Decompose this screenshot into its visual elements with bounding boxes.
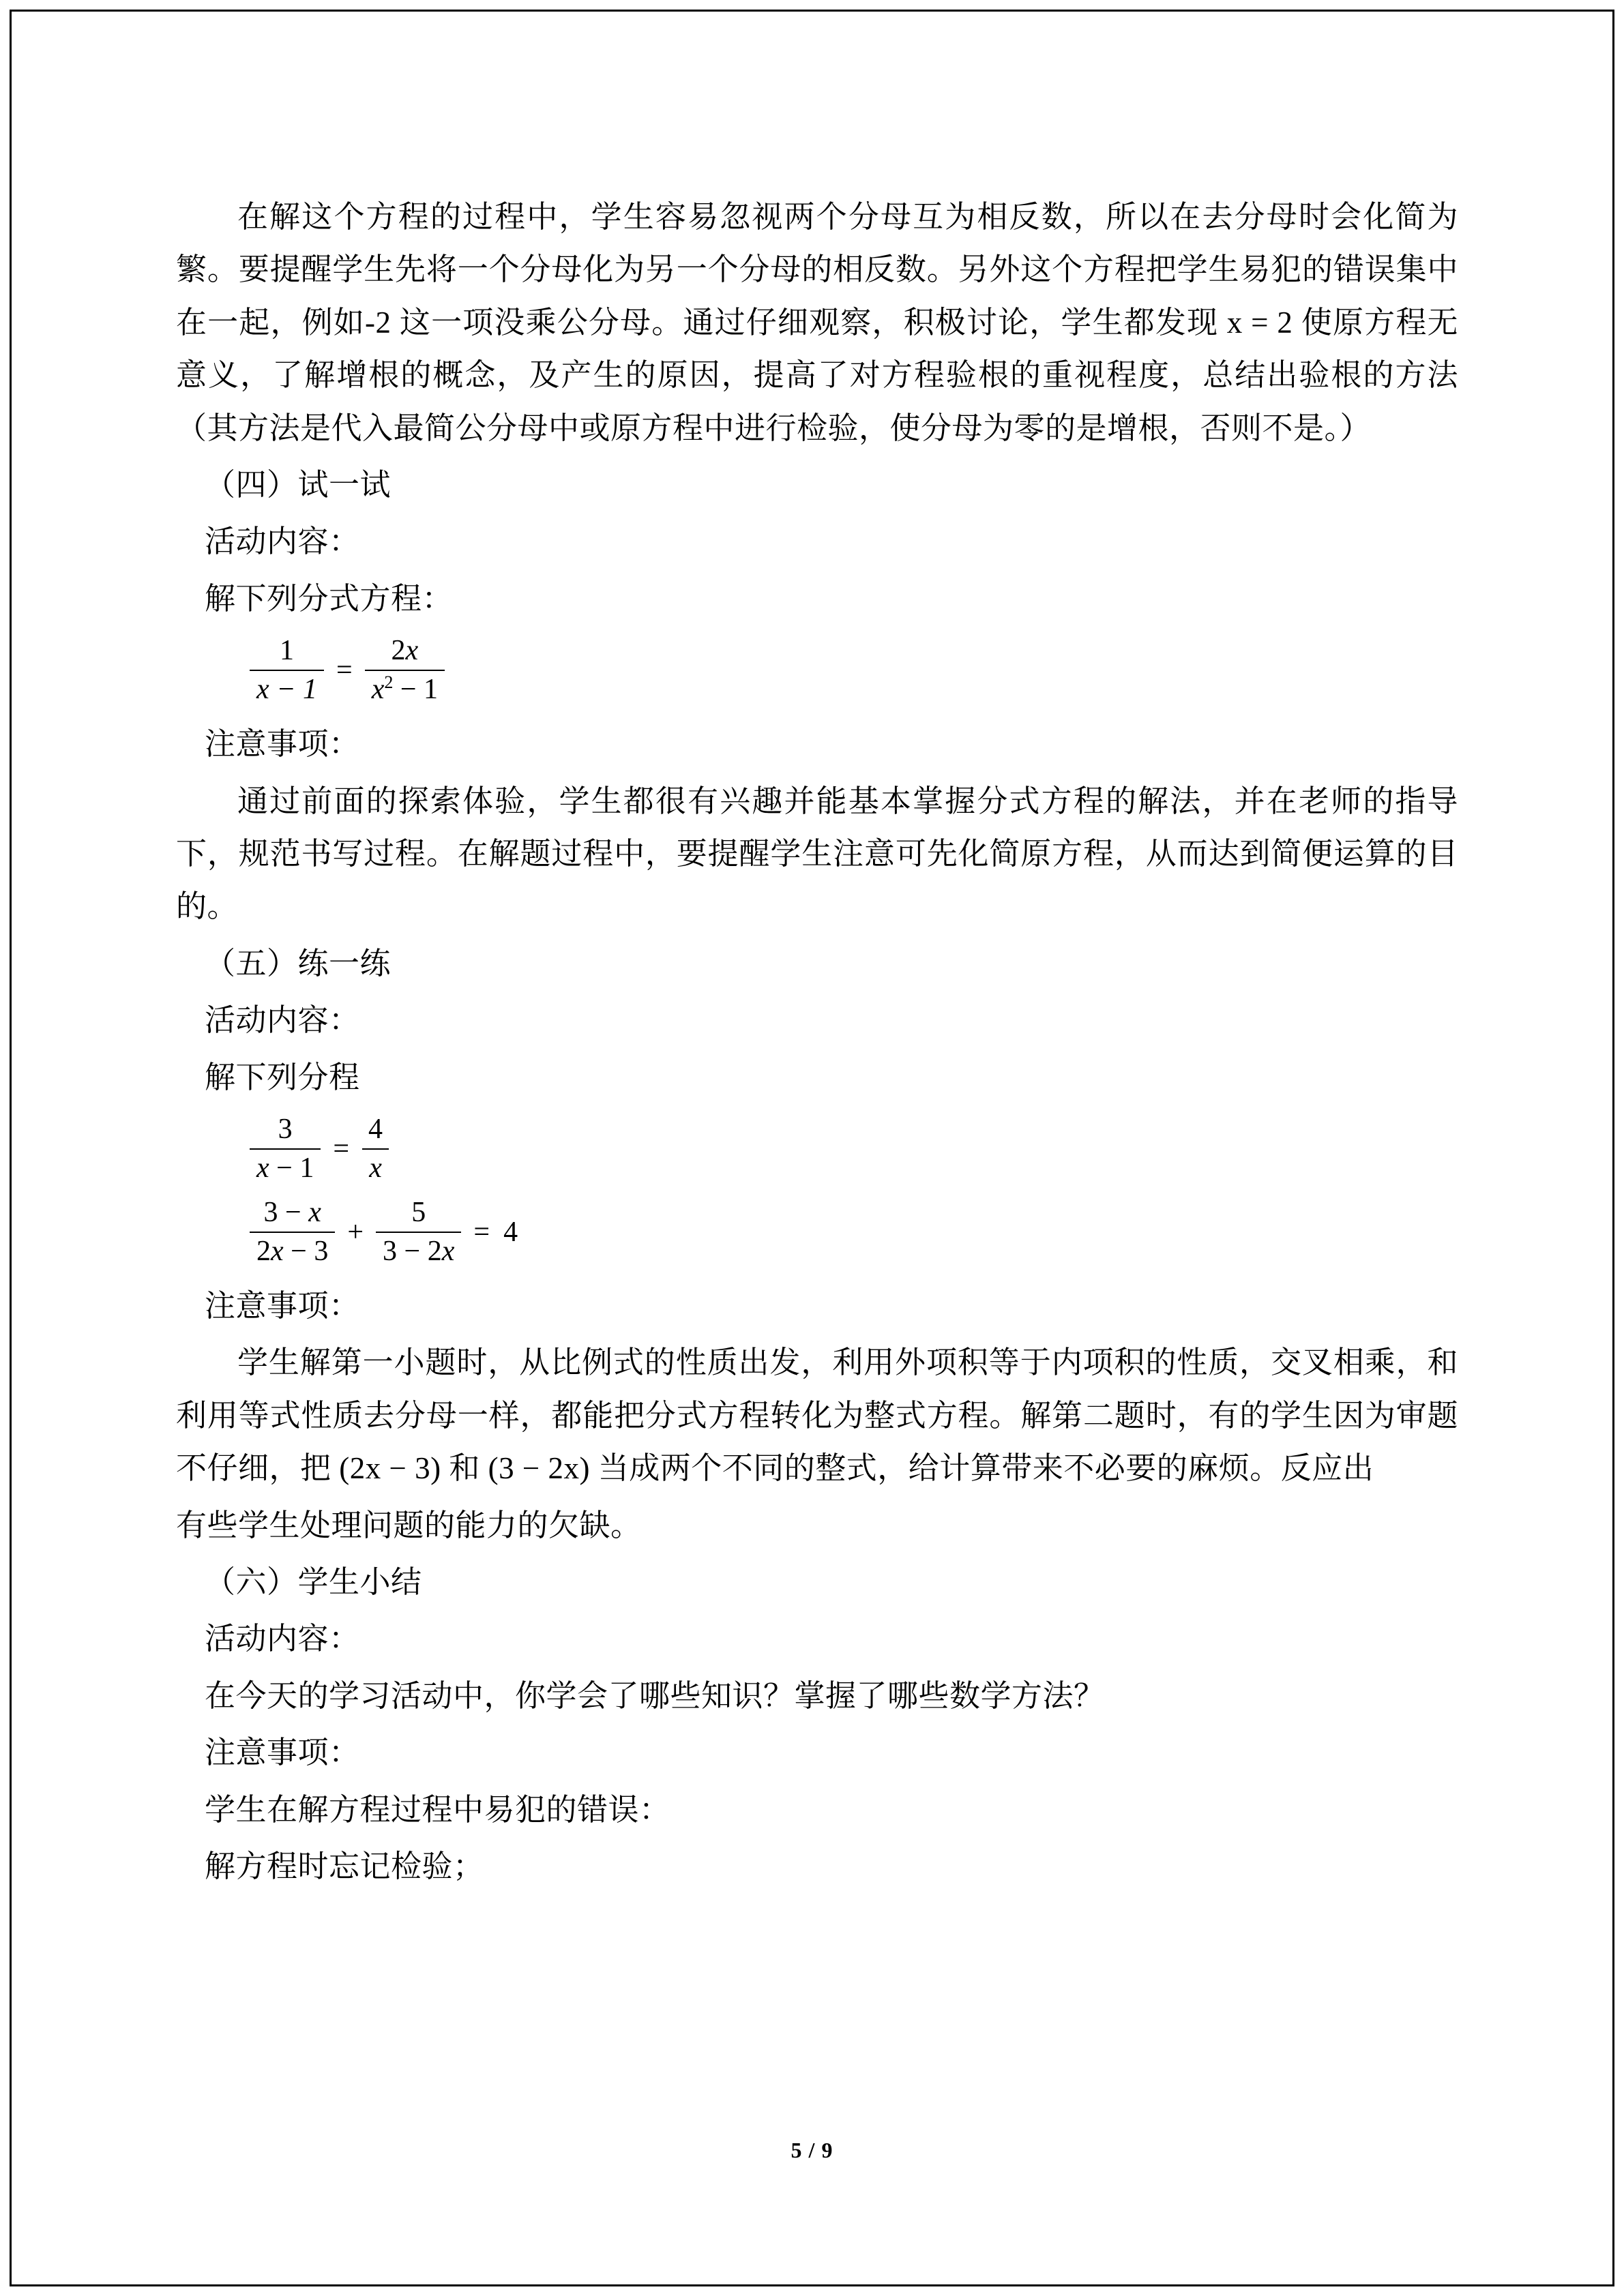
equation-1-right-denominator: $x^2 - 1$ — [365, 670, 445, 706]
page-number: 5 / 9 — [791, 2138, 833, 2162]
equation-1 — [176, 635, 1458, 706]
equation-1-left-numerator: 1 — [280, 635, 294, 667]
page-content — [176, 191, 1458, 1897]
equation-3-operator: + — [347, 1217, 364, 1249]
label-common-errors: 学生在解方程过程中易犯的错误： — [205, 1792, 670, 1827]
equation-2-right-denominator: x — [362, 1148, 389, 1184]
label-solve-equations: 解下列分式方程： — [205, 581, 454, 616]
label-notes-2: 注意事项： — [205, 1289, 360, 1324]
equation-3-first-numerator: 3 − x — [263, 1196, 321, 1228]
equation-3-first-fraction — [250, 1197, 335, 1268]
label-activity-content-3: 活动内容： — [205, 1622, 360, 1656]
paragraph-notes-2-continued: 有些学生处理问题的能力的欠缺。 — [176, 1508, 642, 1542]
question-summary: 在今天的学习活动中，你学会了哪些知识？掌握了哪些数学方法？ — [205, 1678, 1105, 1713]
equation-3 — [176, 1197, 1458, 1268]
heading-section-four: （四）试一试 — [205, 467, 392, 502]
heading-section-six: （六）学生小结 — [205, 1565, 422, 1599]
equation-2-left-numerator: 3 — [278, 1113, 293, 1145]
label-activity-content-1: 活动内容： — [205, 524, 360, 559]
equation-3-second-numerator: 5 — [411, 1196, 426, 1228]
equation-1-left-denominator: x − 1 — [250, 670, 324, 706]
label-error-item-1: 解方程时忘记检验； — [205, 1849, 484, 1883]
paragraph-intro: 在解这个方程的过程中，学生容易忽视两个分母互为相反数，所以在去分母时会化简为繁。要提醒学生先将一个分母化为另一个分母的相反数。另外这个方程把学生易犯的错误集中在一起，例如-2 这一项没乘公分母。通过仔细观察，积极讨论，学生都发现 x = 2 使原方程无意义，了解增根的概念，及产生的原因，提高了对方程验根的重视程度，总结出验根的方法（其方法是代入最简公分母中或原方程中进行检验，使分母为零的是增根，否则不是。） — [176, 200, 1458, 445]
equation-2-right-fraction — [361, 1114, 389, 1184]
equation-1-right-numerator: 2x — [391, 635, 419, 667]
heading-section-five: （五）练一练 — [205, 946, 392, 981]
paragraph-notes-2: 学生解第一小题时，从比例式的性质出发，利用外项积等于内项积的性质，交叉相乘，和利用等式性质去分母一样，都能把分式方程转化为整式方程。解第二题时，有的学生因为审题不仔细，把 (2x − 3) 和 (3 − 2x) 当成两个不同的整式，给计算带来不必要的麻烦。反应出 — [176, 1345, 1458, 1486]
label-solve-equations-2: 解下列分程 — [205, 1060, 360, 1094]
equation-3-second-fraction — [376, 1197, 461, 1268]
equation-3-result: 4 — [503, 1217, 518, 1249]
equation-3-relation: = — [473, 1217, 490, 1249]
equation-1-left-fraction — [250, 635, 324, 706]
equation-1-relation: = — [336, 655, 353, 687]
equation-3-first-denominator: 2x − 3 — [250, 1232, 335, 1268]
equation-2-right-numerator: 4 — [368, 1113, 383, 1145]
label-activity-content-2: 活动内容： — [205, 1003, 360, 1038]
label-notes-1: 注意事项： — [205, 727, 360, 762]
equation-2-left-fraction — [250, 1114, 321, 1184]
label-notes-3: 注意事项： — [205, 1735, 360, 1770]
equation-2-relation: = — [333, 1133, 350, 1165]
equation-1-right-fraction — [365, 635, 445, 706]
equation-2 — [176, 1114, 1458, 1184]
paragraph-notes-1: 通过前面的探索体验，学生都很有兴趣并能基本掌握分式方程的解法，并在老师的指导下，规范书写过程。在解题过程中，要提醒学生注意可先化简原方程，从而达到简便运算的目的。 — [176, 784, 1458, 924]
equation-3-second-denominator: 3 − 2x — [376, 1232, 461, 1268]
equation-2-left-denominator: x − 1 — [250, 1148, 321, 1184]
